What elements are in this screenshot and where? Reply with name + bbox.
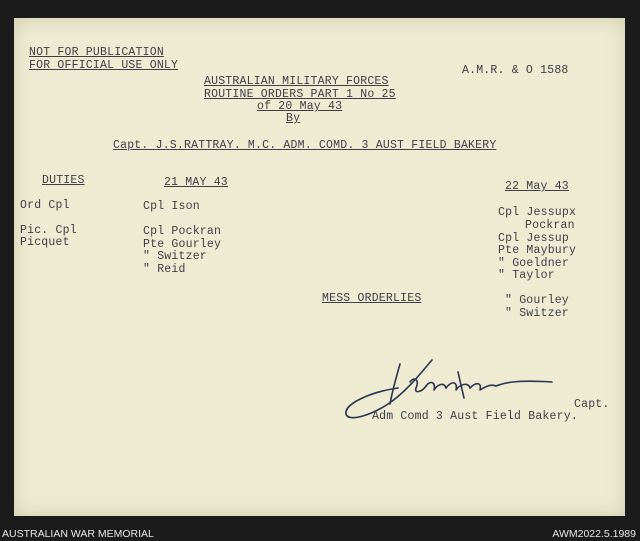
mess-orderly-2: " Switzer <box>505 307 569 320</box>
day2-picquet-3: " Taylor <box>498 269 555 282</box>
day2-picquet-2: " Goeldner <box>498 257 570 270</box>
day2-ord-struck: Cpl Jessupx <box>498 206 577 219</box>
day1-picquet-2: " Switzer <box>143 250 207 263</box>
duty-picquet: Picquet <box>20 236 70 249</box>
day2-ord: Pockran <box>525 219 575 232</box>
day2-pic: Cpl Jessup <box>498 232 570 245</box>
title-line-1: AUSTRALIAN MILITARY FORCES <box>204 75 389 88</box>
footer-institution: AUSTRALIAN WAR MEMORIAL <box>2 528 154 540</box>
mess-orderlies-label: MESS ORDERLIES <box>322 292 422 305</box>
day1-ord: Cpl Ison <box>143 200 200 213</box>
day1-heading: 21 MAY 43 <box>164 176 228 189</box>
day1-picquet-3: " Reid <box>143 263 186 276</box>
duty-ord-cpl: Ord Cpl <box>20 199 70 212</box>
day2-heading: 22 May 43 <box>505 180 569 193</box>
title-line-2: ROUTINE ORDERS PART 1 No 25 <box>204 88 396 101</box>
footer-accession-number: AWM2022.5.1989 <box>552 528 636 540</box>
title-line-3: of 20 May 43 <box>257 100 343 113</box>
restriction-line-1: NOT FOR PUBLICATION <box>29 46 164 59</box>
duties-heading: DUTIES <box>42 174 85 187</box>
duty-pic-cpl: Pic. Cpl <box>20 224 77 237</box>
day2-picquet-1: Pte Maybury <box>498 244 577 257</box>
signature-title: Adm Comd 3 Aust Field Bakery. <box>372 410 578 423</box>
title-line-4: By <box>286 112 301 125</box>
order-reference: A.M.R. & O 1588 <box>462 64 569 77</box>
issued-by: Capt. J.S.RATTRAY. M.C. ADM. COMD. 3 AUST FIELD BAKERY <box>113 139 497 152</box>
signature-rank: Capt. <box>574 398 610 411</box>
mess-orderly-1: " Gourley <box>505 294 569 307</box>
day1-pic: Cpl Pockran <box>143 225 222 238</box>
restriction-line-2: FOR OFFICIAL USE ONLY <box>29 59 179 72</box>
day1-picquet-1: Pte Gourley <box>143 238 222 251</box>
